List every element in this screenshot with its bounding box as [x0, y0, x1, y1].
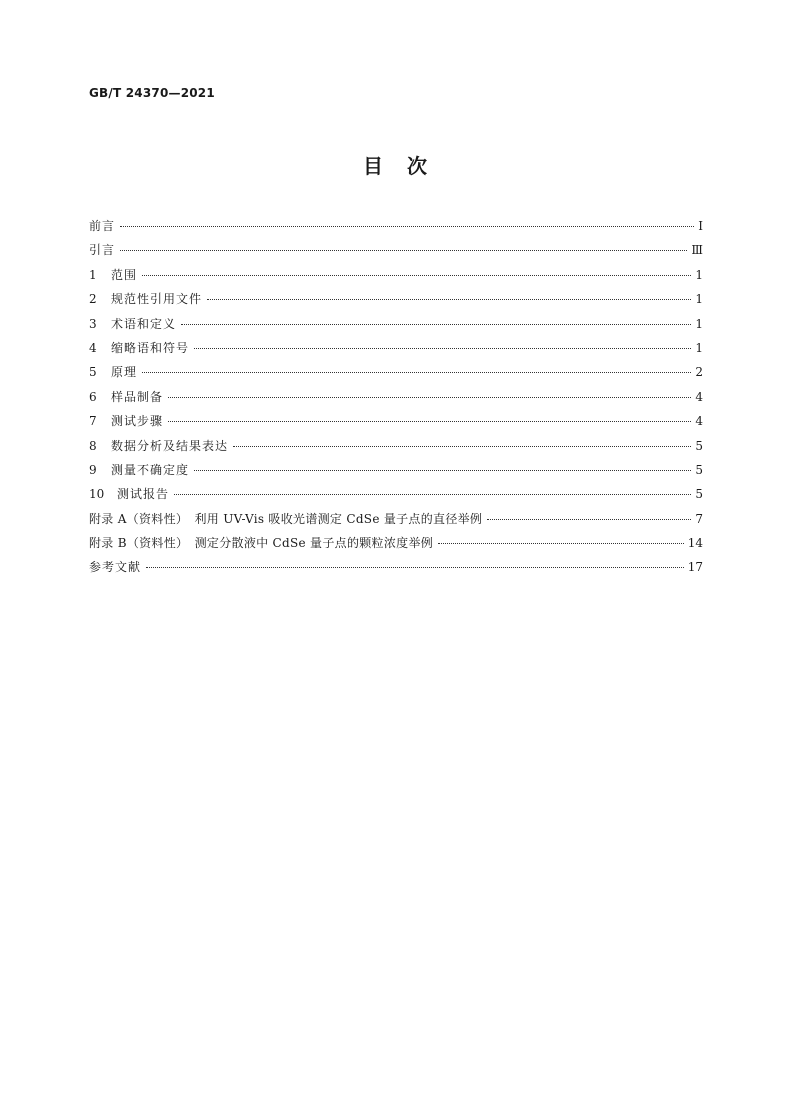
toc-entry-7[interactable] — [89, 409, 703, 433]
toc-entry-page: 5 — [695, 438, 703, 453]
toc-entry-label: 测试步骤 — [111, 414, 164, 429]
toc-entry-3[interactable] — [89, 312, 703, 336]
toc-leader-dots — [207, 299, 691, 300]
toc-entry-10[interactable] — [89, 482, 703, 506]
toc-entry-2[interactable] — [89, 287, 703, 311]
toc-entry-label: 测试报告 — [117, 487, 170, 502]
toc-entry-foreword[interactable] — [89, 214, 703, 238]
toc-entry-page: Ⅲ — [691, 243, 703, 258]
toc-leader-dots — [181, 324, 691, 325]
toc-entry-page: 1 — [695, 292, 703, 307]
toc-entry-9[interactable] — [89, 458, 703, 482]
standard-code: GB/T 24370—2021 — [89, 86, 215, 100]
toc-entry-label: 范围 — [111, 267, 138, 282]
toc-entry-label: 原理 — [111, 365, 138, 380]
toc-entry-page: 5 — [695, 462, 703, 477]
toc-entry-bibliography[interactable] — [89, 555, 703, 579]
toc-entry-page: 4 — [695, 389, 703, 404]
page-title: 目 次 — [363, 154, 429, 178]
toc-entry-page: Ⅰ — [698, 219, 703, 233]
toc-leader-dots — [194, 348, 691, 349]
toc-entry-label: 样品制备 — [111, 389, 164, 404]
toc-entry-page: 17 — [687, 560, 703, 575]
toc-entry-number: 4 — [89, 340, 97, 355]
toc-entry-label: 前言 — [89, 219, 116, 233]
toc-entry-6[interactable] — [89, 385, 703, 409]
toc-entry-label: 数据分析及结果表达 — [111, 438, 229, 453]
toc-entry-number: 7 — [89, 414, 97, 429]
toc-entry-1[interactable] — [89, 263, 703, 287]
toc-entry-number: 5 — [89, 365, 97, 380]
toc-entry-page: 2 — [695, 365, 703, 380]
toc-leader-dots — [233, 446, 691, 447]
table-of-contents — [89, 214, 703, 580]
toc-entry-page: 7 — [695, 511, 703, 526]
toc-leader-dots — [168, 421, 691, 422]
toc-leader-dots — [142, 372, 691, 373]
toc-entry-number: 9 — [89, 462, 97, 477]
toc-leader-dots — [194, 470, 691, 471]
toc-entry-label: 附录 A（资料性） 利用 UV-Vis 吸收光谱测定 CdSe 量子点的直径举例 — [89, 511, 483, 526]
toc-entry-page: 1 — [695, 340, 703, 355]
toc-entry-page: 4 — [695, 414, 703, 429]
toc-leader-dots — [487, 519, 691, 520]
toc-entry-page: 1 — [695, 316, 703, 331]
toc-entry-label: 规范性引用文件 — [111, 292, 203, 307]
toc-leader-dots — [142, 275, 691, 276]
toc-entry-label: 术语和定义 — [111, 316, 177, 331]
toc-leader-dots — [168, 397, 691, 398]
toc-leader-dots — [120, 250, 687, 251]
toc-leader-dots — [438, 543, 684, 544]
toc-leader-dots — [174, 494, 691, 495]
toc-entry-label: 参考文献 — [89, 560, 142, 575]
toc-entry-number: 1 — [89, 267, 97, 282]
toc-entry-number: 10 — [89, 487, 105, 502]
toc-entry-label: 缩略语和符号 — [111, 340, 190, 355]
toc-entry-page: 14 — [687, 536, 703, 551]
toc-entry-number: 8 — [89, 438, 97, 453]
toc-entry-introduction[interactable] — [89, 238, 703, 262]
toc-entry-page: 1 — [695, 267, 703, 282]
toc-entry-annex-b[interactable] — [89, 531, 703, 555]
toc-entry-number: 2 — [89, 292, 97, 307]
toc-entry-number: 6 — [89, 389, 97, 404]
toc-entry-label: 测量不确定度 — [111, 462, 190, 477]
toc-entry-label: 附录 B（资料性） 测定分散液中 CdSe 量子点的颗粒浓度举例 — [89, 536, 434, 551]
toc-entry-8[interactable] — [89, 434, 703, 458]
toc-entry-5[interactable] — [89, 360, 703, 384]
toc-entry-page: 5 — [695, 487, 703, 502]
toc-entry-number: 3 — [89, 316, 97, 331]
toc-entry-label: 引言 — [89, 243, 116, 258]
toc-leader-dots — [146, 567, 684, 568]
toc-leader-dots — [120, 226, 694, 227]
toc-entry-annex-a[interactable] — [89, 507, 703, 531]
toc-entry-4[interactable] — [89, 336, 703, 360]
